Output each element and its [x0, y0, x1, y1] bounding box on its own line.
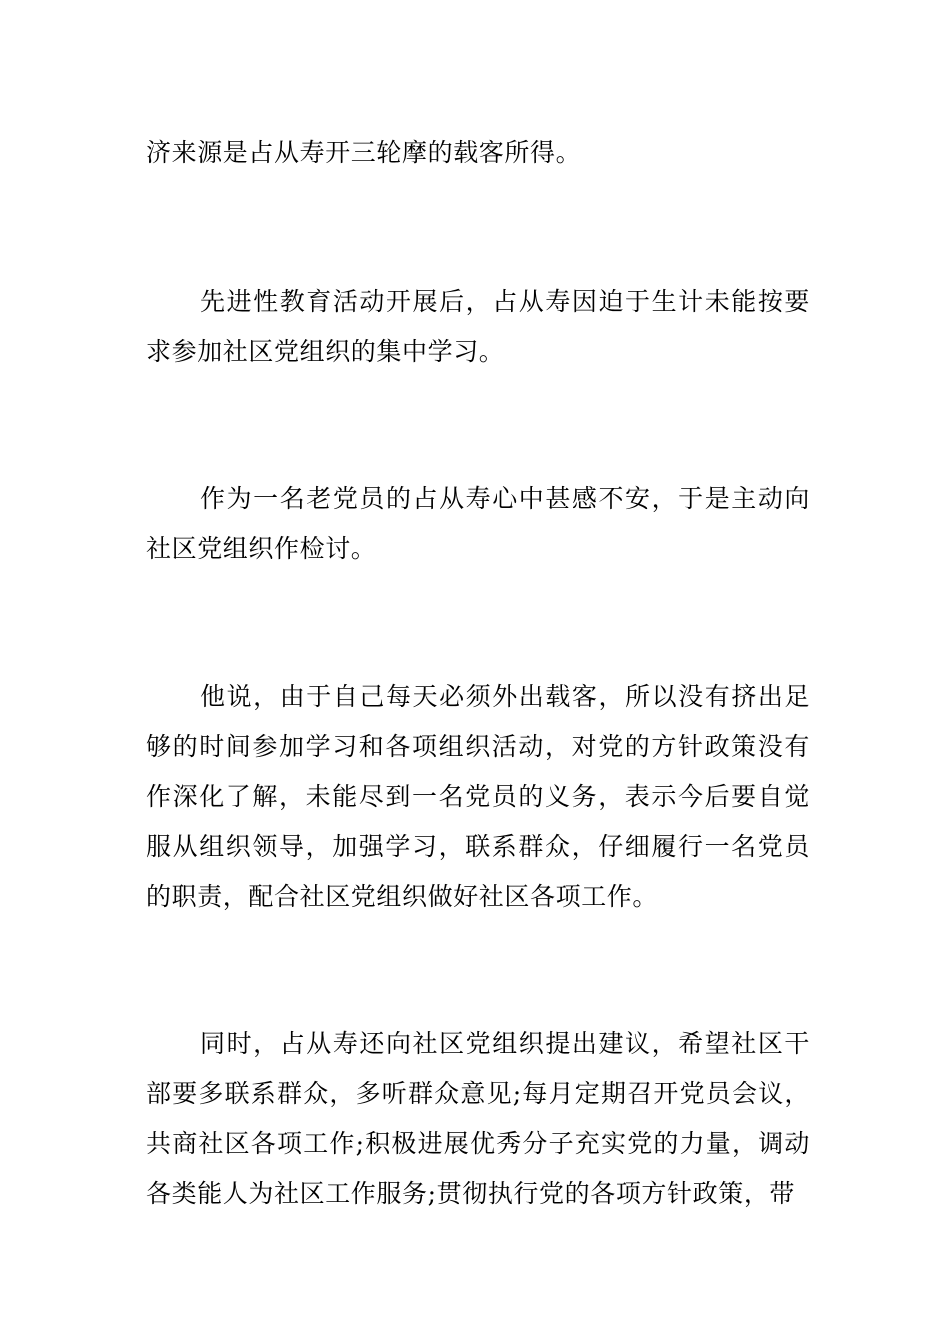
paragraph: 他说，由于自己每天必须外出载客，所以没有挤出足够的时间参加学习和各项组织活动，对党的方针政策没有作深化了解，未能尽到一名党员的义务，表示今后要自觉服从组织领导，加强学习，联系群众，仔细履行一名党员的职责，配合社区党组织做好社区各项工作。: [146, 682, 810, 911]
paragraph: 先进性教育活动开展后，占从寿因迫于生计未能按要求参加社区党组织的集中学习。: [146, 287, 810, 366]
paragraph: 同时，占从寿还向社区党组织提出建议，希望社区干部要多联系群众，多听群众意见;每月定期召开党员会议，共商社区各项工作;积极进展优秀分子充实党的力量，调动各类能人为社区工作服务;贯彻执行党的各项方针政策，带: [146, 1029, 810, 1208]
paragraph: 作为一名老党员的占从寿心中甚感不安，于是主动向社区党组织作检讨。: [146, 484, 810, 563]
paragraph-continuation: 济来源是占从寿开三轮摩的载客所得。: [146, 138, 582, 167]
